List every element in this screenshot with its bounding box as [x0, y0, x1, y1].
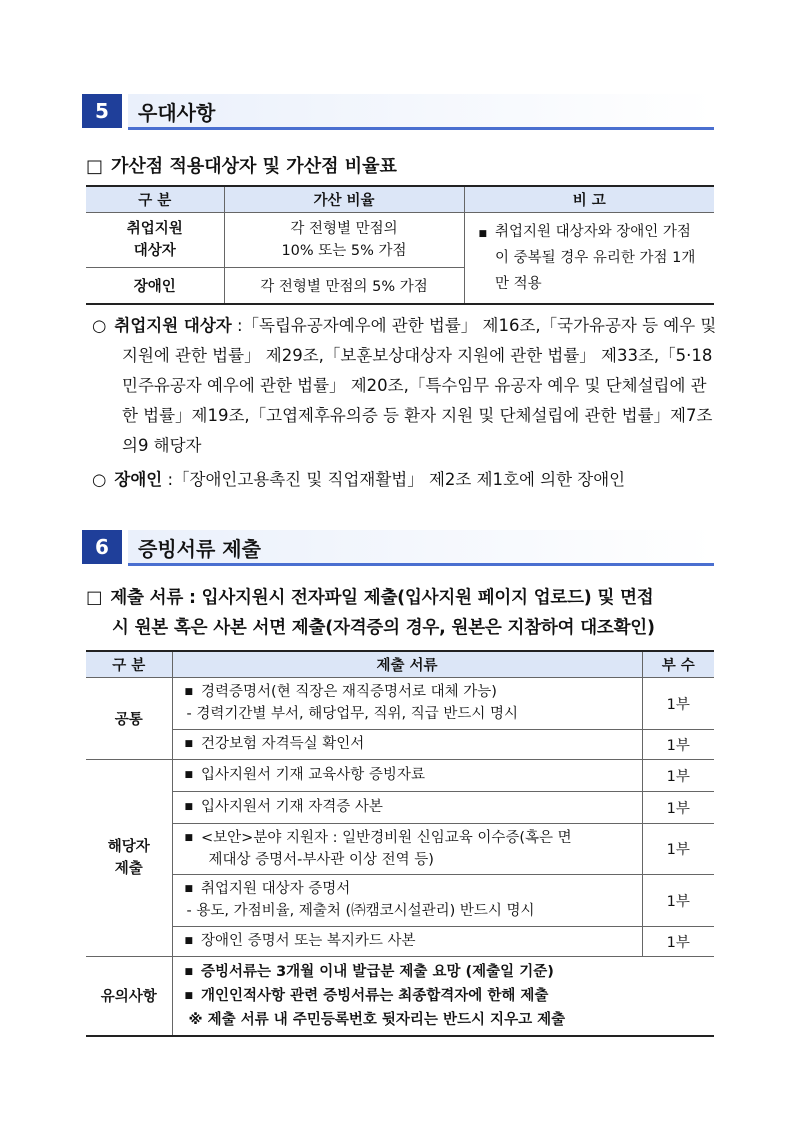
group-category: 공통 [86, 677, 172, 759]
subsection-title [86, 152, 397, 178]
subsection-title-line2: 시 원본 혹은 사본 서면 제출(자격증의 경우, 원본은 지참하여 대조확인) [112, 618, 655, 638]
header-note: 비 고 [464, 186, 714, 212]
square-bullet-icon: ■ [184, 990, 194, 1001]
square-bullet-icon: ■ [184, 884, 194, 894]
document-name: <보안>분야 지원자 : 일반경비원 신임교육 이수증(혹은 면 [201, 829, 572, 846]
documents-table [86, 650, 714, 1037]
section-number: 5 [82, 94, 122, 128]
reference-mark-note: ※ 제출 서류 내 주민등록번호 뒷자리는 반드시 지우고 제출 [188, 1011, 566, 1028]
item-text: :「장애인고용촉진 및 직업재활법」 제2조 제1호에 의한 장애인 [162, 470, 626, 489]
section-band [128, 94, 714, 128]
eligibility-item-veterans [92, 311, 718, 461]
item-text: :「독립유공자예우에 관한 법률」 제16조,「국가유공자 등 예우 및 지원에 관한 법률」 제29조,「보훈보상대상자 지원에 관한 법률」 제33조,「5·18민주유공자 예우에 관한 법률」 제20조,「특수임무 유공자 예우 및 단체설립에 관한 법률」제19조,「고엽제후유의증 등 환자 지원 및 단체설립에 관한 법률」제7조의9 해당자 [122, 316, 717, 455]
header-copies: 부 수 [642, 651, 714, 677]
section-number: 6 [82, 530, 122, 564]
subsection-title-text: 가산점 적용대상자 및 가산점 비율표 [111, 156, 397, 177]
copy-count: 1부 [642, 874, 714, 926]
document-row [172, 759, 642, 791]
header-category: 구 분 [86, 651, 172, 677]
note-text: 증빙서류는 3개월 이내 발급분 제출 요망 (제출일 기준) [201, 963, 554, 980]
document-name: 입사지원서 기재 자격증 사본 [201, 799, 383, 815]
document-name: 장애인 증명서 또는 복지카드 사본 [201, 933, 416, 949]
document-row [172, 874, 642, 926]
checkbox-square-icon: □ [86, 156, 104, 177]
section-title: 증빙서류 제출 [138, 537, 261, 561]
document-name-continued: 제대상 증명서-부사관 이상 전역 등) [208, 851, 434, 868]
note-cell [464, 212, 714, 304]
row-ratio: 각 전형별 만점의 10% 또는 5% 가점 [224, 212, 464, 267]
notes-category: 유의사항 [86, 956, 172, 1036]
header-ratio: 가산 비율 [224, 186, 464, 212]
bonus-points-table [86, 185, 714, 305]
row-ratio: 각 전형별 만점의 5% 가점 [224, 267, 464, 303]
item-term: 취업지원 대상자 [114, 316, 232, 335]
subsection-title-line1: 제출 서류 : 입사지원시 전자파일 제출(입사지원 페이지 업로드) 및 면접 [110, 588, 654, 608]
document-row [172, 926, 642, 956]
square-bullet-icon: ■ [184, 936, 194, 946]
copy-count: 1부 [642, 823, 714, 874]
document-name: 경력증명서(현 직장은 재직증명서로 대체 가능) [201, 684, 497, 700]
square-bullet-icon: ■ [184, 832, 194, 843]
section-title: 우대사항 [138, 101, 216, 125]
square-bullet-icon: ■ [184, 687, 194, 697]
subsection-title [86, 583, 718, 643]
document-row [172, 677, 642, 729]
copy-count: 1부 [642, 729, 714, 759]
notes-cell [172, 956, 714, 1036]
copy-count: 1부 [642, 791, 714, 823]
document-detail: - 경력기간별 부서, 해당업무, 직위, 직급 반드시 명시 [186, 706, 518, 722]
checkbox-square-icon: □ [86, 588, 103, 608]
copy-count: 1부 [642, 759, 714, 791]
document-name: 입사지원서 기재 교육사항 증빙자료 [201, 767, 425, 783]
section-underline [128, 563, 714, 566]
document-row [172, 823, 642, 874]
circle-bullet-icon: ○ [92, 470, 107, 489]
square-bullet-icon: ■ [184, 966, 194, 977]
note-text: 취업지원 대상자와 장애인 가점이 중복될 경우 유리한 가점 1개만 적용 [495, 223, 696, 292]
group-category: 해당자 제출 [86, 759, 172, 956]
header-category: 구 분 [86, 186, 224, 212]
document-row [172, 791, 642, 823]
note-text: 개인인적사항 관련 증빙서류는 최종합격자에 한해 제출 [201, 987, 549, 1004]
row-category: 취업지원 대상자 [86, 212, 224, 267]
item-term: 장애인 [114, 470, 163, 489]
square-bullet-icon: ■ [184, 802, 194, 812]
document-detail: - 용도, 가점비율, 제출처 (㈜캠코시설관리) 반드시 명시 [186, 903, 535, 919]
document-row [172, 729, 642, 759]
square-bullet-icon: ■ [478, 228, 488, 239]
row-category: 장애인 [86, 267, 224, 303]
document-name: 취업지원 대상자 증명서 [201, 881, 351, 897]
header-documents: 제출 서류 [172, 651, 642, 677]
circle-bullet-icon: ○ [92, 316, 107, 335]
section-6-header [82, 530, 714, 566]
copy-count: 1부 [642, 926, 714, 956]
copy-count: 1부 [642, 677, 714, 729]
document-name: 건강보험 자격득실 확인서 [201, 736, 365, 752]
square-bullet-icon: ■ [184, 739, 194, 749]
eligibility-item-disabled [92, 465, 718, 495]
section-underline [128, 127, 714, 130]
section-5-header [82, 94, 714, 130]
square-bullet-icon: ■ [184, 770, 194, 780]
